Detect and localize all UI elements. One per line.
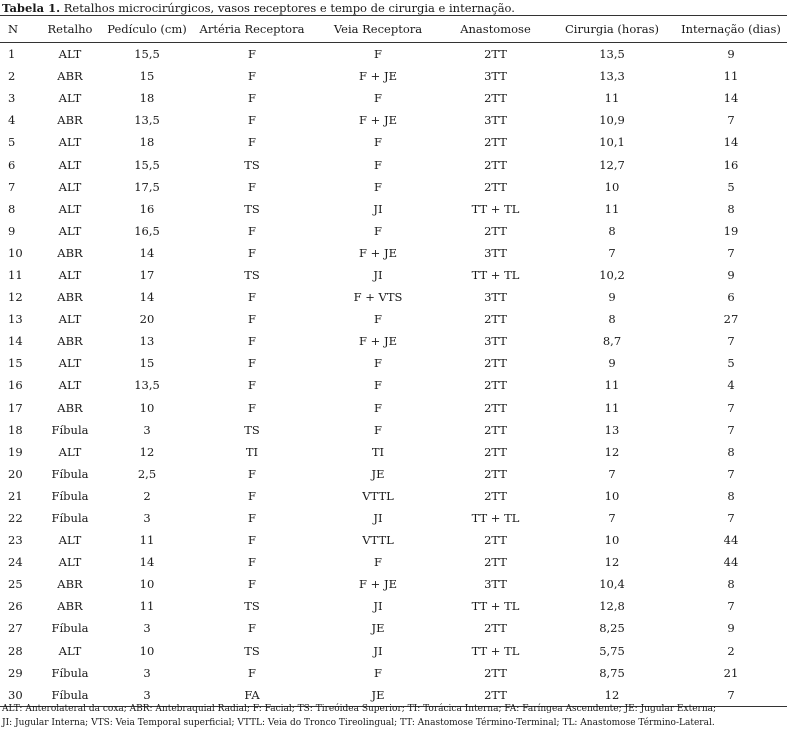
table-cell: 7 bbox=[608, 245, 616, 260]
table-cell: 17 bbox=[139, 267, 155, 282]
table-cell: 10 bbox=[139, 400, 155, 415]
table-cell: 10 bbox=[604, 488, 620, 503]
table-cell: Fíbula bbox=[36, 684, 104, 707]
table-cell: 3TT bbox=[484, 290, 507, 305]
table-cell: 15 bbox=[139, 356, 155, 371]
table-cell: 5 bbox=[727, 356, 735, 371]
table-cell: 20 bbox=[8, 466, 23, 481]
table-cell: F bbox=[248, 69, 256, 84]
table-cell: 16,5 bbox=[134, 223, 160, 238]
table-cell: 3 bbox=[143, 621, 151, 636]
table-row bbox=[0, 220, 787, 242]
table-cell: 7 bbox=[608, 466, 616, 481]
table-cell: 3TT bbox=[484, 577, 507, 592]
table-cell: 7 bbox=[8, 179, 16, 194]
table-cell: ALT bbox=[58, 533, 82, 548]
table-cell: 7 bbox=[727, 400, 735, 415]
table-cell: 2TT bbox=[484, 378, 507, 393]
table-cell: 7 bbox=[727, 113, 735, 128]
table-cell: F bbox=[248, 577, 256, 592]
table-cell: Fíbula bbox=[51, 511, 89, 526]
table-cell: 6 bbox=[727, 290, 735, 305]
table-cell: 7 bbox=[608, 511, 616, 526]
table-cell: 13,5 bbox=[134, 113, 160, 128]
header-cell: Internação (dias) bbox=[675, 16, 787, 43]
table-cell: F bbox=[248, 621, 256, 636]
table-cell: 10,4 bbox=[599, 577, 625, 592]
table-cell: 16 bbox=[723, 157, 739, 172]
table-row bbox=[0, 264, 787, 286]
table-cell: 11 bbox=[723, 69, 739, 84]
table-cell: 11 bbox=[139, 599, 155, 614]
table-cell: 8 bbox=[608, 312, 616, 327]
table-cell: TS bbox=[244, 267, 260, 282]
table-cell: 4 bbox=[8, 113, 16, 128]
table-cell: 15,5 bbox=[134, 47, 160, 62]
table-cell: 10 bbox=[139, 577, 155, 592]
table-cell: 3 bbox=[143, 511, 151, 526]
table-cell: 11 bbox=[604, 378, 620, 393]
table-cell: F + JE bbox=[359, 69, 397, 84]
table-cell: 8,25 bbox=[599, 621, 625, 636]
table-cell: 21 bbox=[723, 665, 739, 680]
table-cell: 2,5 bbox=[137, 466, 157, 481]
table-cell: 2TT bbox=[442, 684, 549, 707]
table-cell: F bbox=[374, 555, 382, 570]
table-cell: ALT bbox=[58, 157, 82, 172]
table-cell: 2TT bbox=[484, 91, 507, 106]
table-cell: TS bbox=[244, 157, 260, 172]
footnote-line: ALT: Anterolateral da coxa; ABR: Antebraquial Radial; F: Facial; TS: Tireóidea Superior; TI: Torácica Interna; FA: Faríngea Ascendente; JE: Jugular Externa; bbox=[2, 704, 717, 714]
table-cell: 11 bbox=[604, 201, 620, 216]
table-cell: TS bbox=[244, 643, 260, 658]
table-cell: Fíbula bbox=[51, 665, 89, 680]
table-cell: F bbox=[374, 179, 382, 194]
table-cell: TT + TL bbox=[471, 267, 520, 282]
table-cell: 14 bbox=[723, 135, 739, 150]
table-cell: 9 bbox=[727, 267, 735, 282]
table-cell: 7 bbox=[727, 466, 735, 481]
table-cell: 12 bbox=[604, 444, 620, 459]
table-cell: ABR bbox=[57, 69, 83, 84]
table-cell: 17 bbox=[8, 400, 23, 415]
table-cell: 12 bbox=[8, 290, 23, 305]
header-cell: Artéria Receptora bbox=[190, 16, 314, 43]
table-cell: F bbox=[374, 378, 382, 393]
table-cell: TS bbox=[244, 422, 260, 437]
table-cell: 7 bbox=[727, 511, 735, 526]
header-cell: Anastomose bbox=[442, 16, 549, 43]
table-row bbox=[0, 374, 787, 396]
table-cell: F bbox=[248, 245, 256, 260]
table-cell: 25 bbox=[8, 577, 23, 592]
table-cell: 8,7 bbox=[602, 334, 622, 349]
table-cell: 3TT bbox=[484, 113, 507, 128]
table-cell: F bbox=[248, 488, 256, 503]
table-cell: 23 bbox=[8, 533, 23, 548]
table-cell: 16 bbox=[8, 378, 23, 393]
table-cell: 2TT bbox=[484, 665, 507, 680]
table-cell: TT + TL bbox=[471, 511, 520, 526]
table-cell: 2TT bbox=[484, 555, 507, 570]
table-footnote bbox=[2, 702, 787, 730]
table-cell: F + VTS bbox=[353, 290, 403, 305]
table-cell: F bbox=[374, 356, 382, 371]
table-cell: 9 bbox=[8, 223, 16, 238]
table-row bbox=[0, 441, 787, 463]
table-cell: ALT bbox=[58, 91, 82, 106]
table-row bbox=[0, 529, 787, 551]
footnote-line: JI: Jugular Interna; VTS: Veia Temporal superficial; VTTL: Veia do Tronco Tireolingual; TT: Anastomose Término-Terminal; TL: Anastomose Término-Lateral. bbox=[2, 718, 715, 728]
table-cell: F bbox=[248, 334, 256, 349]
table-cell: F bbox=[374, 400, 382, 415]
table-cell: 2 bbox=[727, 643, 735, 658]
table-cell: F bbox=[248, 400, 256, 415]
table-cell: Fíbula bbox=[51, 621, 89, 636]
table-cell: ALT bbox=[58, 223, 82, 238]
table-cell: F bbox=[248, 466, 256, 481]
table-cell: F bbox=[248, 91, 256, 106]
table-cell: 14 bbox=[139, 555, 155, 570]
table-cell: F bbox=[248, 113, 256, 128]
table-cell: 2TT bbox=[484, 422, 507, 437]
table-cell: 6 bbox=[8, 157, 16, 172]
table-cell: 13 bbox=[8, 312, 23, 327]
table-cell: 2TT bbox=[484, 356, 507, 371]
table-cell: 3 bbox=[143, 422, 151, 437]
table-cell: ALT bbox=[58, 555, 82, 570]
table-cell: 3TT bbox=[484, 69, 507, 84]
table-cell: 2TT bbox=[484, 157, 507, 172]
table-cell: F bbox=[248, 356, 256, 371]
table-cell: 18 bbox=[139, 91, 155, 106]
table-cell: JI bbox=[373, 267, 383, 282]
table-cell: 13 bbox=[604, 422, 620, 437]
table-row bbox=[0, 43, 787, 66]
table-cell: 10,1 bbox=[599, 135, 625, 150]
table-cell: JE bbox=[314, 684, 442, 707]
table-cell: 9 bbox=[608, 290, 616, 305]
table-cell: ABR bbox=[57, 400, 83, 415]
table-cell: 3TT bbox=[484, 245, 507, 260]
table-cell: JE bbox=[371, 466, 385, 481]
table-cell: 12,8 bbox=[599, 599, 625, 614]
table-cell: 11 bbox=[604, 400, 620, 415]
table-cell: 8 bbox=[8, 201, 16, 216]
table-cell: 18 bbox=[8, 422, 23, 437]
table-cell: ALT bbox=[58, 378, 82, 393]
table-cell: F + JE bbox=[359, 334, 397, 349]
table-row bbox=[0, 65, 787, 87]
table-cell: ALT bbox=[58, 201, 82, 216]
table-cell: 4 bbox=[727, 378, 735, 393]
table-cell: 2TT bbox=[484, 621, 507, 636]
table-cell: 8,75 bbox=[599, 665, 625, 680]
table-cell: 9 bbox=[727, 47, 735, 62]
table-cell: 28 bbox=[8, 643, 23, 658]
header-cell: Cirurgia (horas) bbox=[549, 16, 675, 43]
table-cell: 11 bbox=[604, 91, 620, 106]
table-cell: 17,5 bbox=[134, 179, 160, 194]
table-row bbox=[0, 352, 787, 374]
table-row bbox=[0, 198, 787, 220]
table-cell: 19 bbox=[8, 444, 23, 459]
table-row bbox=[0, 131, 787, 153]
table-cell: TI bbox=[245, 444, 259, 459]
table-cell: 21 bbox=[8, 488, 23, 503]
table-cell: ABR bbox=[57, 113, 83, 128]
table-cell: 7 bbox=[727, 599, 735, 614]
table-cell: ALT bbox=[58, 267, 82, 282]
table-cell: 14 bbox=[139, 290, 155, 305]
table-cell: 3 bbox=[8, 91, 16, 106]
table-caption-text: Retalhos microcirúrgicos, vasos receptores e tempo de cirurgia e internação. bbox=[60, 1, 515, 15]
table-cell: 11 bbox=[139, 533, 155, 548]
table-cell: VTTL bbox=[362, 533, 394, 548]
table-cell: 9 bbox=[608, 356, 616, 371]
table-cell: ALT bbox=[58, 312, 82, 327]
table-cell: JI bbox=[373, 599, 383, 614]
table-cell: 12 bbox=[604, 555, 620, 570]
table-cell: 15 bbox=[139, 69, 155, 84]
header-cell: Retalho bbox=[36, 16, 104, 43]
table-row bbox=[0, 595, 787, 617]
table-cell: 9 bbox=[727, 621, 735, 636]
table-row bbox=[0, 485, 787, 507]
table-cell: 2TT bbox=[484, 223, 507, 238]
table-cell: TT + TL bbox=[471, 599, 520, 614]
table-cell: 14 bbox=[8, 334, 23, 349]
table-cell: 7 bbox=[675, 684, 787, 707]
table-cell: ALT bbox=[58, 643, 82, 658]
table-cell: 3TT bbox=[484, 334, 507, 349]
table-cell: F bbox=[248, 312, 256, 327]
table-row bbox=[0, 87, 787, 109]
table-cell: TS bbox=[244, 201, 260, 216]
table-cell: 1 bbox=[8, 47, 16, 62]
table-cell: ABR bbox=[57, 290, 83, 305]
table-cell: 10 bbox=[604, 179, 620, 194]
table-cell: 30 bbox=[0, 684, 36, 707]
table-cell: JI bbox=[373, 511, 383, 526]
table-cell: 24 bbox=[8, 555, 23, 570]
table-cell: 12 bbox=[139, 444, 155, 459]
table-cell: 12,7 bbox=[599, 157, 625, 172]
table-cell: 3 bbox=[143, 665, 151, 680]
table-cell: 10,9 bbox=[599, 113, 625, 128]
table-cell: 44 bbox=[723, 555, 739, 570]
table-cell: 2TT bbox=[484, 135, 507, 150]
table-cell: F bbox=[248, 378, 256, 393]
table-cell: 2TT bbox=[484, 400, 507, 415]
table-row bbox=[0, 662, 787, 684]
table-row bbox=[0, 551, 787, 573]
table-cell: ABR bbox=[57, 599, 83, 614]
table-cell: TT + TL bbox=[471, 201, 520, 216]
table-cell: ABR bbox=[57, 245, 83, 260]
table-cell: 13,3 bbox=[599, 69, 625, 84]
table-caption bbox=[2, 0, 515, 16]
table-cell: F + JE bbox=[359, 113, 397, 128]
table-body bbox=[0, 43, 787, 707]
table-row bbox=[0, 153, 787, 175]
table-cell: 2TT bbox=[484, 47, 507, 62]
table-cell: 2TT bbox=[484, 179, 507, 194]
table-cell: 8 bbox=[727, 201, 735, 216]
table-cell: 5,75 bbox=[599, 643, 625, 658]
table-cell: 8 bbox=[727, 444, 735, 459]
table-cell: 11 bbox=[8, 267, 23, 282]
table-cell: F bbox=[374, 422, 382, 437]
table-cell: 29 bbox=[8, 665, 23, 680]
table-cell: F bbox=[374, 47, 382, 62]
table-header-row bbox=[0, 16, 787, 43]
table-row bbox=[0, 109, 787, 131]
table-cell: 13,5 bbox=[599, 47, 625, 62]
table-cell: 15 bbox=[8, 356, 23, 371]
table-cell: 14 bbox=[139, 245, 155, 260]
table-row bbox=[0, 573, 787, 595]
header-cell: N bbox=[0, 16, 36, 43]
table-cell: 20 bbox=[139, 312, 155, 327]
table-cell: 13 bbox=[139, 334, 155, 349]
table-cell: TS bbox=[244, 599, 260, 614]
table-cell: 44 bbox=[723, 533, 739, 548]
table-row bbox=[0, 330, 787, 352]
table-cell: 2TT bbox=[484, 444, 507, 459]
table-cell: 8 bbox=[727, 488, 735, 503]
table-cell: ABR bbox=[57, 577, 83, 592]
table-row bbox=[0, 397, 787, 419]
table-cell: 19 bbox=[723, 223, 739, 238]
table-cell: F bbox=[248, 135, 256, 150]
table-cell: 10 bbox=[8, 245, 23, 260]
table-cell: F bbox=[374, 223, 382, 238]
table-cell: ALT bbox=[58, 47, 82, 62]
table-cell: 13,5 bbox=[134, 378, 160, 393]
table-cell: F bbox=[248, 223, 256, 238]
table-cell: 7 bbox=[727, 422, 735, 437]
table-row bbox=[0, 640, 787, 662]
table-cell: 8 bbox=[608, 223, 616, 238]
table-cell: Fíbula bbox=[51, 466, 89, 481]
table-cell: FA bbox=[190, 684, 314, 707]
table-cell: 2TT bbox=[484, 488, 507, 503]
table-cell: 5 bbox=[727, 179, 735, 194]
table-cell: 3 bbox=[104, 684, 190, 707]
table-cell: 26 bbox=[8, 599, 23, 614]
table-cell: ALT bbox=[58, 444, 82, 459]
table-cell: 2 bbox=[143, 488, 151, 503]
table-cell: F bbox=[374, 157, 382, 172]
table-cell: 2TT bbox=[484, 312, 507, 327]
table-cell: 5 bbox=[8, 135, 16, 150]
table-row bbox=[0, 176, 787, 198]
table-row bbox=[0, 308, 787, 330]
table-cell: ABR bbox=[57, 334, 83, 349]
table-cell: 27 bbox=[8, 621, 23, 636]
table-cell: F bbox=[248, 533, 256, 548]
table-caption-label: Tabela 1. bbox=[2, 1, 61, 15]
table-cell: VTTL bbox=[362, 488, 394, 503]
header-cell: Veia Receptora bbox=[314, 16, 442, 43]
table-cell: 16 bbox=[139, 201, 155, 216]
table-cell: 22 bbox=[8, 511, 23, 526]
header-cell: Pedículo (cm) bbox=[104, 16, 190, 43]
table-cell: TI bbox=[371, 444, 385, 459]
table-cell: 10 bbox=[139, 643, 155, 658]
table-cell: F bbox=[248, 665, 256, 680]
table-cell: F bbox=[248, 290, 256, 305]
table-cell: 15,5 bbox=[134, 157, 160, 172]
data-table bbox=[0, 15, 787, 707]
table-cell: JI bbox=[373, 643, 383, 658]
table-cell: ALT bbox=[58, 356, 82, 371]
table-cell: 7 bbox=[727, 334, 735, 349]
table-cell: ALT bbox=[58, 179, 82, 194]
table-cell: TT + TL bbox=[471, 643, 520, 658]
table-cell: JI bbox=[373, 201, 383, 216]
table-row bbox=[0, 617, 787, 639]
table-cell: 12 bbox=[549, 684, 675, 707]
table-row bbox=[0, 242, 787, 264]
table-cell: F + JE bbox=[359, 577, 397, 592]
table-cell: 10 bbox=[604, 533, 620, 548]
table-cell: F bbox=[374, 665, 382, 680]
table-cell: Fíbula bbox=[51, 422, 89, 437]
table-row bbox=[0, 419, 787, 441]
table-cell: 18 bbox=[139, 135, 155, 150]
table-cell: 10,2 bbox=[599, 267, 625, 282]
table-cell: F bbox=[248, 511, 256, 526]
table-cell: F bbox=[248, 179, 256, 194]
table-cell: 8 bbox=[727, 577, 735, 592]
table-cell: F bbox=[374, 135, 382, 150]
table-cell: JE bbox=[371, 621, 385, 636]
table-cell: Fíbula bbox=[51, 488, 89, 503]
table-cell: F bbox=[248, 47, 256, 62]
table-row bbox=[0, 463, 787, 485]
table-cell: 27 bbox=[723, 312, 739, 327]
table-cell: 14 bbox=[723, 91, 739, 106]
table-cell: F bbox=[374, 312, 382, 327]
table-cell: F bbox=[248, 555, 256, 570]
table-cell: 2TT bbox=[484, 466, 507, 481]
table-row bbox=[0, 286, 787, 308]
table-cell: F + JE bbox=[359, 245, 397, 260]
table-cell: 2TT bbox=[484, 533, 507, 548]
table-cell: F bbox=[374, 91, 382, 106]
table-cell: 7 bbox=[727, 245, 735, 260]
table-cell: 2 bbox=[8, 69, 16, 84]
table-row bbox=[0, 507, 787, 529]
table-cell: ALT bbox=[58, 135, 82, 150]
